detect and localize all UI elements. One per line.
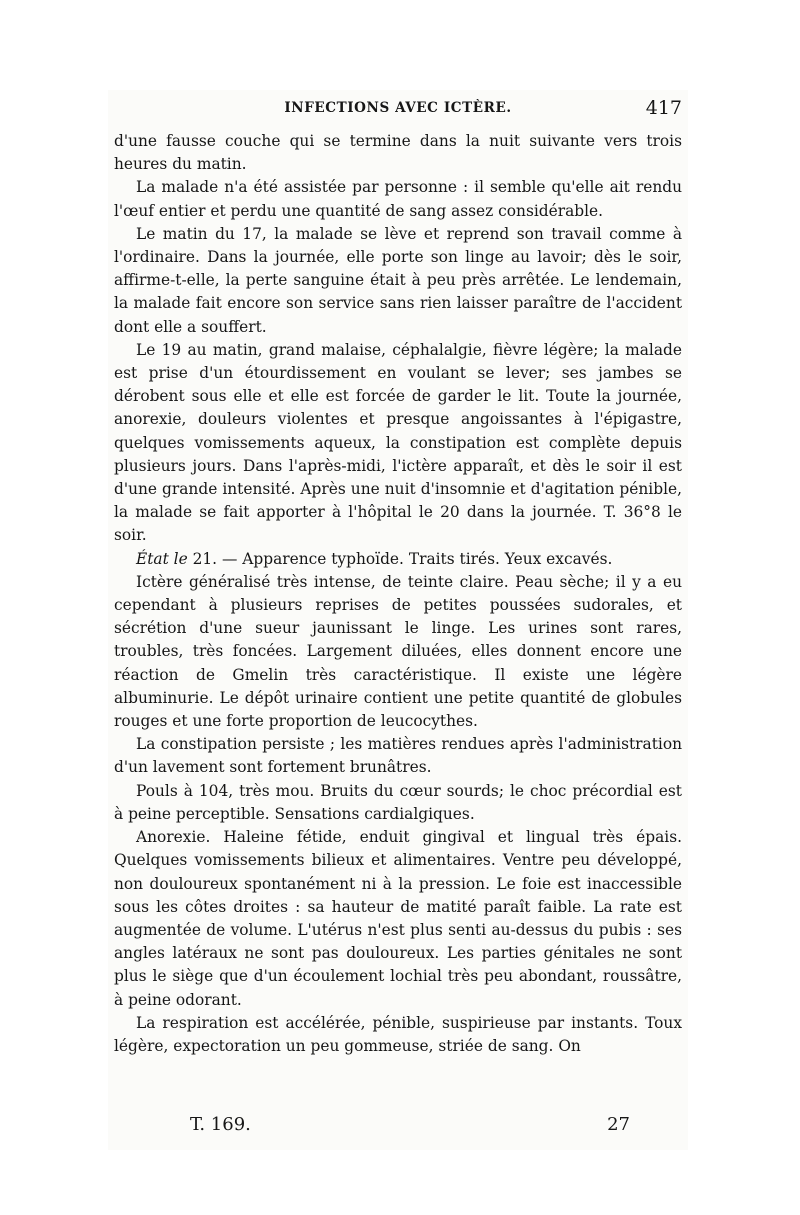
book-page — [108, 90, 688, 1150]
page-header — [108, 97, 688, 124]
etat-label: État le — [136, 549, 188, 568]
running-title: INFECTIONS AVEC ICTÈRE. — [284, 100, 512, 116]
paragraph: La malade n'a été assistée par personne : il semble qu'elle ait rendu l'œuf entier et perdu une quantité de sang assez considérable. — [114, 178, 682, 220]
paragraph: La respiration est accélérée, pénible, suspirieuse par instants. Toux légère, expectoration un peu gommeuse, striée de sang. On — [114, 1013, 682, 1055]
paragraph: d'une fausse couche qui se termine dans la nuit suivante vers trois heures du matin. — [114, 132, 682, 174]
sheet-number: 27 — [607, 1114, 630, 1135]
paragraph: Le matin du 17, la malade se lève et reprend son travail comme à l'ordinaire. Dans la journée, elle porte son linge au lavoir; dès le soir, affirme-t-elle, la perte sanguine était à peu près arrêtée. Le lendemain, la malade fait encore son service sans rien laisser paraître de l'accident dont elle a souffert. — [114, 224, 682, 336]
paragraph: Pouls à 104, très mou. Bruits du cœur sourds; le choc précordial est à peine perceptible. Sensations cardialgiques. — [114, 781, 682, 823]
signature-mark: T. 169. — [190, 1114, 251, 1135]
page-number: 417 — [645, 97, 682, 119]
etat-paragraph — [114, 548, 682, 571]
paragraph: Anorexie. Haleine fétide, enduit gingival et lingual très épais. Quelques vomissements bilieux et alimentaires. Ventre peu développé, non douloureux spontanément ni à la pression. Le foie est inaccessible sous les côtes droites : sa hauteur de matité paraît faible. La rate est augmentée de volume. L'utérus n'est plus senti au-dessus du pubis : ses angles latéraux ne sont pas douloureux. Les parties génitales ne sont plus le siège que d'un écoulement lochial très peu abondant, roussâtre, à peine odorant. — [114, 828, 682, 1009]
paragraph: Le 19 au matin, grand malaise, céphalalgie, fièvre légère; la malade est prise d'un étourdissement en voulant se lever; ses jambes se dérobent sous elle et elle est forcée de garder le lit. Toute la journée, anorexie, douleurs violentes et presque angoissantes à l'épigastre, quelques vomissements aqueux, la constipation est complète depuis plusieurs jours. Dans l'après-midi, l'ictère apparaît, et dès le soir il est d'une grande intensité. Après une nuit d'insomnie et d'agitation pénible, la malade se fait apporter à l'hôpital le 20 dans la journée. T. 36°8 le soir. — [114, 340, 682, 545]
paragraph: Ictère généralisé très intense, de teinte claire. Peau sèche; il y a eu cependant à plusieurs reprises de petites poussées sudorales, et sécrétion d'une sueur jaunissant le linge. Les urines sont rares, troubles, très foncées. Largement diluées, elles donnent encore une réaction de Gmelin très caractéristique. Il existe une légère albuminurie. Le dépôt urinaire contient une petite quantité de globules rouges et une forte proportion de leucocythes. — [114, 572, 682, 731]
page-footer — [108, 1114, 688, 1138]
body-text — [114, 130, 682, 1058]
etat-text: 21. — Apparence typhoïde. Traits tirés. Yeux excavés. — [187, 549, 613, 568]
paragraph: La constipation persiste ; les matières rendues après l'administration d'un lavement sont fortement brunâtres. — [114, 735, 682, 777]
